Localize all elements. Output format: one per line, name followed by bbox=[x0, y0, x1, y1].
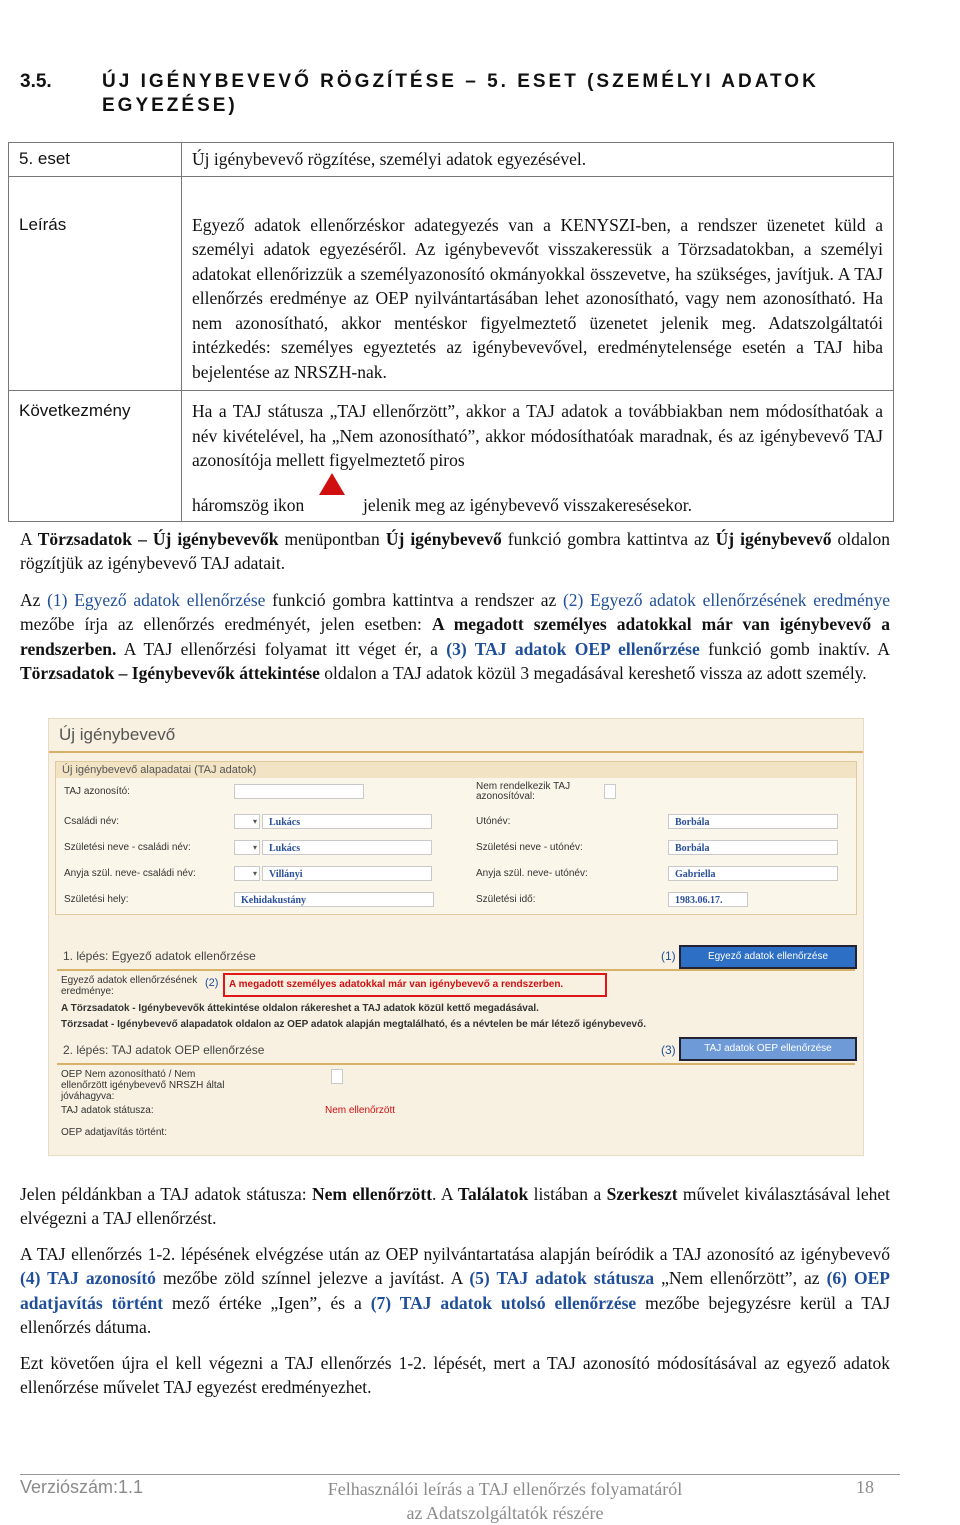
page-name: Új igénybevevő bbox=[715, 529, 832, 549]
text: Az bbox=[20, 590, 48, 610]
ref-1: (1) Egyező adatok ellenőrzése bbox=[47, 590, 266, 610]
birth-family-input[interactable]: Lukács bbox=[262, 840, 432, 855]
mother-family-input[interactable]: Villányi bbox=[262, 866, 432, 881]
case-value: Új igénybevevő rögzítése, személyi adatok egyezésével. bbox=[182, 143, 894, 177]
section-heading bbox=[20, 70, 900, 118]
paragraph-2 bbox=[20, 588, 890, 685]
no-taj-label: Nem rendelkezik TAJ azonosítóval: bbox=[476, 781, 571, 802]
list-name: Találatok bbox=[457, 1184, 529, 1204]
consequence-text: Ha a TAJ státusza „TAJ ellenőrzött”, akkor a TAJ adatok a továbbiakban nem módosíthatóak a név kivételével, ha „Nem azonosítható”, akkor módosíthatóak maradnak, és az igénybevevő TAJ azonosítója mellett figyelmeztető piros bbox=[192, 401, 883, 470]
first-input[interactable]: Borbála bbox=[668, 814, 838, 829]
panel-header: Új igénybevevő alapadatai (TAJ adatok) bbox=[56, 762, 856, 778]
ref-2: (2) Egyező adatok ellenőrzésének eredménye bbox=[562, 590, 891, 610]
text: oldalon rögzítjük az igénybevevő TAJ adatait. bbox=[20, 529, 890, 574]
family-input[interactable]: Lukács bbox=[262, 814, 432, 829]
paragraph-5: Ezt követően újra el kell végezni a TAJ ellenőrzés 1-2. lépését, mert a TAJ azonosító módosításával az egyező adatok ellenőrzése művelet TAJ egyezést eredményezhet. bbox=[20, 1353, 890, 1398]
separator bbox=[57, 1063, 855, 1065]
footer-subtitle: az Adatszolgáltatók részére bbox=[406, 1503, 604, 1523]
taj-input[interactable] bbox=[234, 784, 364, 799]
consequence-text-c: jelenik meg az igénybevevő visszakeresésekor. bbox=[363, 494, 693, 515]
ref-5: (5) TAJ adatok státusza bbox=[469, 1268, 655, 1289]
mother-family-label: Anyja szül. neve- családi név: bbox=[64, 868, 196, 879]
step-2-label: 2. lépés: TAJ adatok OEP ellenőrzése bbox=[63, 1043, 265, 1057]
text: funkció gombra kattintva az bbox=[501, 529, 716, 549]
function-name: Új igénybevevő bbox=[385, 529, 502, 549]
birth-family-label: Születési neve - családi név: bbox=[64, 842, 191, 853]
oep-checkbox[interactable] bbox=[331, 1069, 343, 1084]
text: funkció gombra kattintva a rendszer az bbox=[265, 590, 563, 610]
menu-path: Törzsadatok – Új igénybevevők bbox=[37, 529, 279, 549]
text: A bbox=[20, 529, 38, 549]
description-value: Egyező adatok ellenőrzéskor adategyezés van a KENYSZI-ben, a rendszer üzenetet küld a személyi adatok egyezéséről. Az igénybevevőt visszakeressük a Törzsadatokban, a személyi adatokat ellenőrizzük a személyazonosító okmányokkal összevetve, ha szükséges, javítjuk. A TAJ ellenőrzés eredménye az OEP nyilvántartásában lehet azonosítható, vagy nem azonosítható. Ha nem azonosítható, akkor mentéskor figyelmeztető üzenetet jelenik meg. Adatszolgáltatói intézkedés: személyes egyeztetés az igénybevevővel, eredménytelensége esetén a TAJ hiba bejelentése az NRSZH-nak. bbox=[182, 176, 894, 391]
action-name: Szerkeszt bbox=[606, 1184, 678, 1204]
title-underline bbox=[49, 751, 863, 753]
marker-3: (3) bbox=[661, 1043, 676, 1057]
paragraph-1 bbox=[20, 527, 890, 576]
text: listában a bbox=[528, 1184, 607, 1204]
text: mezőbe írja az ellenőrzés eredményét, jelen esetben: bbox=[20, 614, 432, 635]
status-value: Nem ellenőrzött bbox=[325, 1105, 396, 1116]
first-label: Utónév: bbox=[476, 816, 511, 827]
form-title: Új igénybevevő bbox=[59, 725, 176, 744]
oep-label: OEP Nem azonosítható / Nem ellenőrzött igénybevevő NRSZH által jóváhagyva: bbox=[61, 1069, 225, 1102]
taj-label: TAJ azonosító: bbox=[64, 786, 130, 797]
table-row bbox=[9, 143, 894, 177]
text: A TAJ ellenőrzés 1-2. lépésének elvégzése után az OEP nyilvántartatása alapján beíródik a TAJ azonosító az igénybevevő bbox=[20, 1244, 890, 1264]
table-row bbox=[9, 391, 894, 522]
birth-family-dropdown[interactable]: ▾ bbox=[234, 840, 260, 855]
warning-triangle-icon bbox=[319, 473, 345, 495]
description-label: Leírás bbox=[9, 176, 182, 391]
text: funkció gomb inaktív. A bbox=[699, 638, 890, 659]
text: . A bbox=[432, 1184, 458, 1204]
footer-title: Felhasználói leírás a TAJ ellenőrzés folyamatáról bbox=[327, 1479, 683, 1499]
fix-label: OEP adatjavítás történt: bbox=[61, 1127, 167, 1138]
page-number: 18 bbox=[856, 1477, 874, 1497]
paragraph-4 bbox=[20, 1242, 890, 1339]
note-2: Törzsadat - Igénybevevő alapadatok oldalon az OEP adatok alapján megtalálható, és a névtelen be már létező igénybevevő. bbox=[61, 1019, 647, 1030]
birth-first-input[interactable]: Borbála bbox=[668, 840, 838, 855]
birthdate-label: Születési idő: bbox=[476, 894, 536, 905]
ref-7: (7) TAJ adatok utolsó ellenőrzése bbox=[370, 1292, 637, 1313]
version-label: Verziószám:1.1 bbox=[20, 1477, 144, 1497]
basic-data-panel bbox=[55, 761, 857, 915]
page-footer bbox=[20, 1474, 900, 1523]
result-label: Egyező adatok ellenőrzésének eredménye: bbox=[61, 975, 198, 997]
consequence-value bbox=[182, 391, 894, 522]
marker-1: (1) bbox=[661, 949, 676, 963]
page-name: Törzsadatok – Igénybevevők áttekintése bbox=[20, 662, 320, 683]
heading-title: ÚJ IGÉNYBEVEVŐ RÖGZÍTÉSE – 5. ESET (SZEMÉLYI ADATOK EGYEZÉSE) bbox=[102, 71, 819, 116]
mother-first-input[interactable]: Gabriella bbox=[668, 866, 838, 881]
result-text: A megadott személyes adatokkal már van igénybevevő a rendszerben. bbox=[20, 614, 890, 659]
table-row bbox=[9, 176, 894, 391]
case-table bbox=[8, 142, 894, 522]
birthplace-input[interactable]: Kehidakustány bbox=[234, 892, 434, 907]
match-check-button[interactable]: Egyező adatok ellenőrzése bbox=[679, 945, 857, 969]
mother-first-label: Anyja szül. neve- utónév: bbox=[476, 868, 588, 879]
text: menüpontban bbox=[278, 529, 386, 549]
footer-center bbox=[280, 1477, 730, 1525]
birth-first-label: Születési neve - utónév: bbox=[476, 842, 583, 853]
text: mezőbe zöld színnel jelezve a javítást. A bbox=[155, 1268, 470, 1289]
status-text: Nem ellenőrzött bbox=[312, 1184, 433, 1204]
text: oldalon a TAJ adatok közül 3 megadásával kereshető vissza az adott személy. bbox=[319, 662, 867, 683]
oep-check-button[interactable]: TAJ adatok OEP ellenőrzése bbox=[679, 1037, 857, 1061]
no-taj-checkbox[interactable] bbox=[604, 784, 616, 799]
text: Jelen példánkban a TAJ adatok státusza: bbox=[20, 1184, 312, 1204]
ref-4: (4) TAJ azonosító bbox=[20, 1268, 156, 1289]
marker-2: (2) bbox=[205, 977, 219, 989]
ref-6: (6) OEP adatjavítás történt bbox=[20, 1268, 890, 1313]
family-label: Családi név: bbox=[64, 816, 120, 827]
case-label: 5. eset bbox=[9, 143, 182, 177]
birthdate-input[interactable]: 1983.06.17. bbox=[668, 892, 748, 907]
text: „Nem ellenőrzött”, az bbox=[654, 1268, 827, 1289]
text: művelet kiválasztásával lehet elvégezni a TAJ ellenőrzést. bbox=[20, 1184, 890, 1229]
birthplace-label: Születési hely: bbox=[64, 894, 129, 905]
consequence-text-b: háromszög ikon bbox=[192, 494, 305, 515]
text: mezőbe bejegyzésre kerül a TAJ ellenőrzés dátuma. bbox=[20, 1292, 891, 1337]
heading-number: 3.5. bbox=[20, 71, 52, 92]
ref-3: (3) TAJ adatok OEP ellenőrzése bbox=[446, 638, 700, 659]
status-label: TAJ adatok státusza: bbox=[61, 1105, 154, 1116]
step-1-label: 1. lépés: Egyező adatok ellenőrzése bbox=[63, 949, 256, 963]
result-value: A megadott személyes adatokkal már van igénybevevő a rendszerben. bbox=[229, 979, 564, 990]
text: mező értéke „Igen”, és a bbox=[163, 1292, 371, 1313]
family-dropdown[interactable]: ▾ bbox=[234, 814, 260, 829]
paragraph-3 bbox=[20, 1182, 890, 1231]
consequence-label: Következmény bbox=[9, 391, 182, 522]
note-1: A Törzsadatok - Igénybevevők áttekintése oldalon rákereshet a TAJ adatok közül kettő megadásával. bbox=[61, 1003, 539, 1014]
mother-family-dropdown[interactable]: ▾ bbox=[234, 866, 260, 881]
separator bbox=[57, 969, 855, 971]
form-screenshot bbox=[48, 718, 864, 1156]
text: A TAJ ellenőrzési folyamat itt véget ér, a bbox=[116, 638, 447, 659]
